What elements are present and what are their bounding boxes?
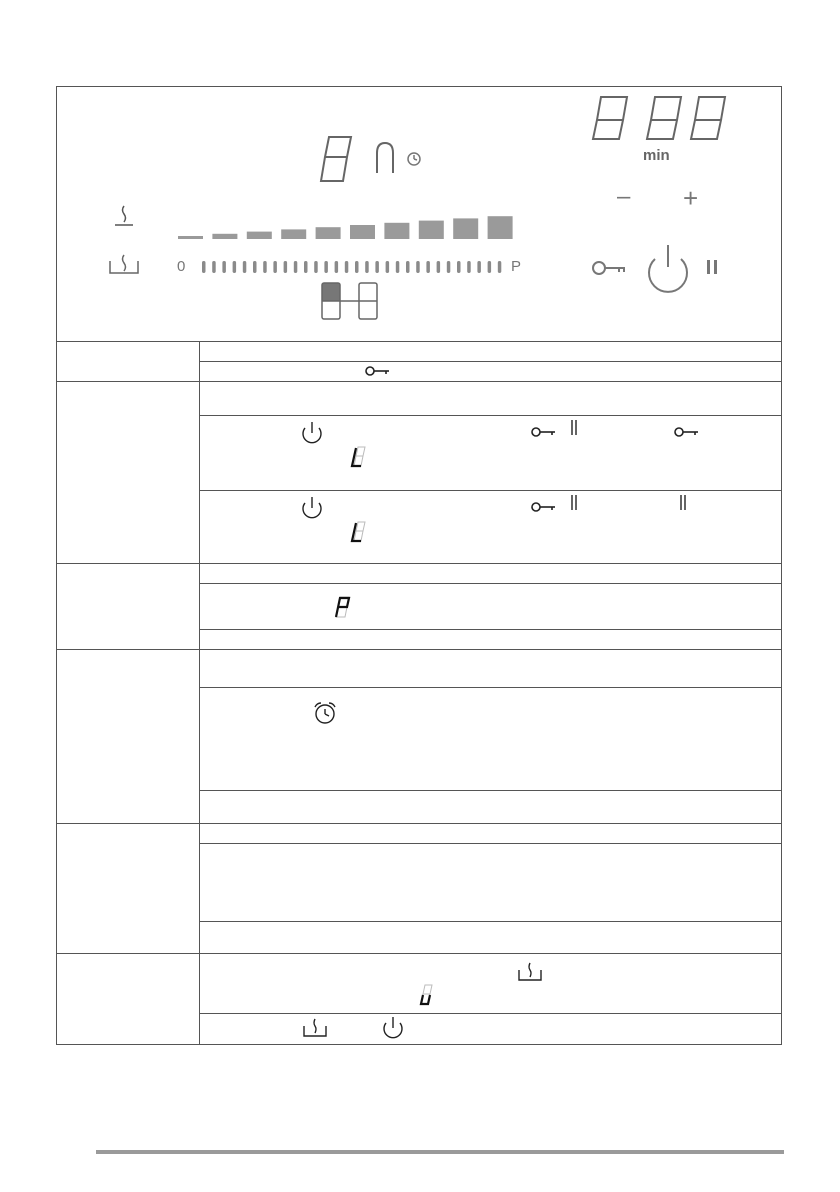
- power-icon: [300, 420, 324, 446]
- slider-dot[interactable]: [345, 261, 349, 273]
- slider-dot[interactable]: [498, 261, 502, 273]
- page-footer-rule: [96, 1150, 784, 1154]
- power-level-bar: [316, 227, 341, 239]
- stop-go-icon: [517, 960, 543, 984]
- slider-min-label: 0: [177, 258, 186, 275]
- table-row: [200, 844, 781, 922]
- slider-dot[interactable]: [406, 261, 410, 273]
- table-row: [200, 584, 781, 630]
- zone-digit-display: [321, 137, 351, 181]
- key-icon: [674, 426, 700, 438]
- table-row: [200, 491, 781, 564]
- slider-dot[interactable]: [222, 261, 226, 273]
- timer-plus-button[interactable]: +: [683, 183, 699, 213]
- table-section: [56, 381, 782, 564]
- slider-dot[interactable]: [324, 261, 328, 273]
- slider-dot[interactable]: [294, 261, 298, 273]
- slider-dot[interactable]: [233, 261, 237, 273]
- slider-dot[interactable]: [467, 261, 471, 273]
- key-icon: [531, 501, 557, 513]
- power-level-bar: [350, 225, 375, 239]
- power-level-bar: [247, 232, 272, 239]
- power-level-bar: [488, 216, 513, 239]
- slider-dot[interactable]: [243, 261, 247, 273]
- pause-icon: [679, 495, 687, 511]
- slider-dot[interactable]: [284, 261, 288, 273]
- timer-unit-label: min: [643, 147, 670, 164]
- table-row: [200, 1014, 781, 1045]
- timer-minus-button[interactable]: –: [617, 183, 631, 210]
- boost-digit-p-icon: [332, 596, 354, 620]
- table-row: [200, 650, 781, 688]
- bridge-zone-selector[interactable]: [322, 283, 377, 319]
- timer-alarm-icon: [408, 153, 420, 165]
- slider-dot[interactable]: [335, 261, 339, 273]
- pause-icon[interactable]: [707, 260, 717, 274]
- timer-digit-display: [593, 97, 725, 139]
- alarm-clock-icon: [312, 700, 338, 726]
- table-row: [200, 382, 781, 416]
- table-section: [56, 649, 782, 824]
- table-row: [200, 342, 781, 362]
- child-lock-key-icon[interactable]: [593, 262, 625, 274]
- slider-dot[interactable]: [447, 261, 451, 273]
- table-row: [200, 564, 781, 584]
- power-icon: [300, 495, 324, 521]
- table-row: [200, 416, 781, 491]
- slider-max-label: P: [511, 258, 522, 275]
- slider-dot[interactable]: [477, 261, 481, 273]
- power-level-bars: [178, 216, 513, 239]
- slider-dot[interactable]: [416, 261, 420, 273]
- table-row: [200, 954, 781, 1014]
- slider-dot[interactable]: [314, 261, 318, 273]
- control-panel-graphics: [57, 87, 783, 343]
- power-level-bar: [384, 223, 409, 239]
- stop-go-digit-u-icon: [417, 984, 437, 1006]
- table-row: [200, 630, 781, 650]
- table-row: [200, 688, 781, 791]
- stop-go-icon: [302, 1016, 328, 1040]
- slider-dot[interactable]: [437, 261, 441, 273]
- bridge-symbol-icon: [377, 143, 393, 173]
- keep-warm-icon[interactable]: [115, 206, 133, 225]
- slider-dot[interactable]: [488, 261, 492, 273]
- key-icon: [365, 365, 391, 377]
- slider-dot[interactable]: [273, 261, 277, 273]
- table-row: [200, 922, 781, 954]
- power-level-bar: [453, 218, 478, 239]
- table-section: [56, 823, 782, 954]
- slider-dot[interactable]: [365, 261, 369, 273]
- pause-icon: [570, 495, 578, 511]
- table-section: [56, 953, 782, 1045]
- power-level-bar: [212, 234, 237, 239]
- slider-dot[interactable]: [426, 261, 430, 273]
- lock-digit-l-icon: [350, 446, 370, 468]
- slider-dot[interactable]: [375, 261, 379, 273]
- control-panel: [56, 86, 782, 342]
- power-slider[interactable]: [202, 261, 501, 273]
- table-section: [56, 341, 782, 382]
- stop-go-icon[interactable]: [110, 255, 138, 273]
- slider-dot[interactable]: [355, 261, 359, 273]
- power-level-bar: [419, 221, 444, 239]
- key-icon: [531, 426, 557, 438]
- pause-icon: [570, 420, 578, 436]
- power-icon: [381, 1015, 405, 1041]
- slider-dot[interactable]: [457, 261, 461, 273]
- table-row: [200, 362, 781, 382]
- slider-dot[interactable]: [386, 261, 390, 273]
- slider-dot[interactable]: [212, 261, 216, 273]
- table-row: [200, 824, 781, 844]
- table-row: [200, 791, 781, 824]
- power-on-off-icon[interactable]: [649, 245, 687, 292]
- slider-dot[interactable]: [396, 261, 400, 273]
- slider-dot[interactable]: [263, 261, 267, 273]
- power-level-bar: [281, 229, 306, 239]
- table-section: [56, 563, 782, 650]
- lock-digit-l-icon: [350, 521, 370, 543]
- power-level-bar: [178, 236, 203, 239]
- slider-dot[interactable]: [253, 261, 257, 273]
- slider-dot[interactable]: [202, 261, 206, 273]
- slider-dot[interactable]: [304, 261, 308, 273]
